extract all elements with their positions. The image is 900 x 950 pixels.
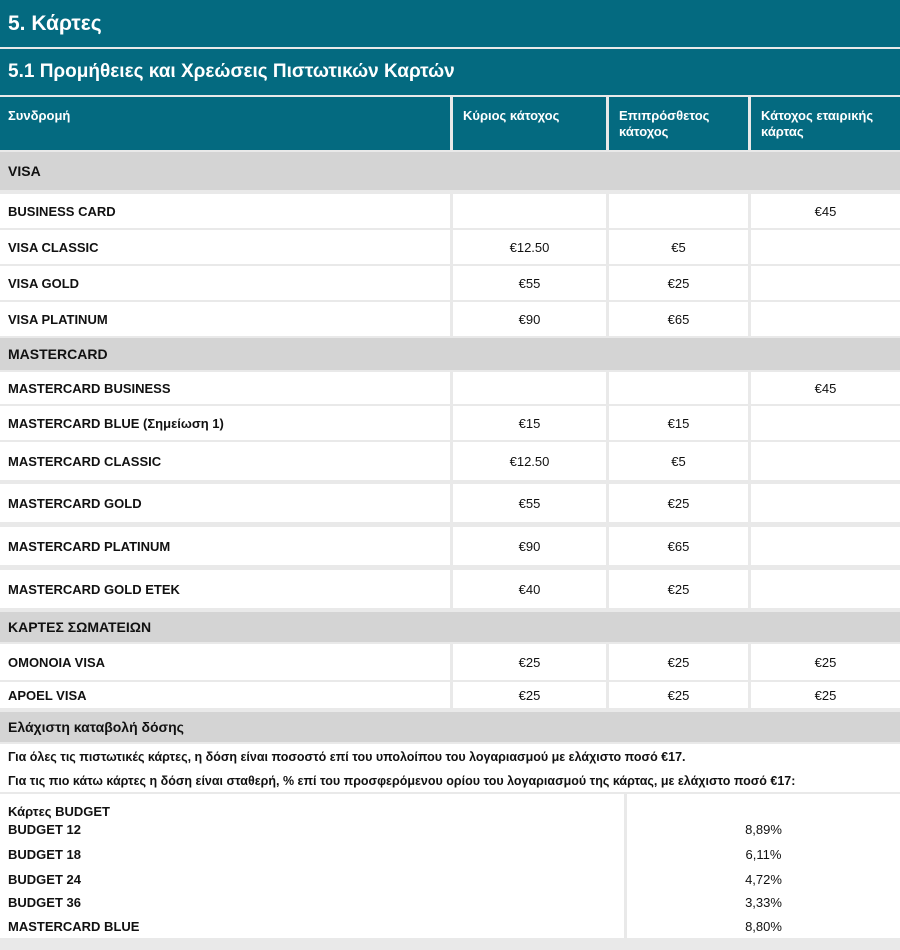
cell-label: VISA CLASSIC <box>0 230 450 264</box>
cell-label: OMONOIA VISA <box>0 644 450 680</box>
cell-additional-holder: €5 <box>609 230 748 264</box>
cell-corporate-holder <box>751 266 900 300</box>
cell-additional-holder <box>609 372 748 404</box>
budget-values-panel <box>627 794 900 938</box>
cell-corporate-holder <box>751 406 900 440</box>
budget-row-value: 4,72% <box>745 872 782 887</box>
cell-main-holder: €40 <box>453 570 606 608</box>
cell-additional-holder: €25 <box>609 682 748 708</box>
cell-additional-holder: €25 <box>609 266 748 300</box>
cell-label: VISA PLATINUM <box>0 302 450 336</box>
cell-additional-holder: €25 <box>609 570 748 608</box>
budget-heading: Κάρτες BUDGET <box>8 804 110 819</box>
cell-additional-holder: €65 <box>609 527 748 565</box>
header-main-holder: Κύριος κάτοχος <box>453 97 606 150</box>
group-band: MASTERCARD <box>0 338 900 370</box>
cell-label: MASTERCARD BUSINESS <box>0 372 450 404</box>
budget-row-value: 6,11% <box>745 847 782 862</box>
budget-row-value: 8,89% <box>745 822 782 837</box>
cell-corporate-holder <box>751 442 900 480</box>
cell-main-holder <box>453 194 606 228</box>
budget-row-value: 8,80% <box>745 919 782 934</box>
cell-corporate-holder: €25 <box>751 682 900 708</box>
cell-corporate-holder: €25 <box>751 644 900 680</box>
cell-main-holder: €25 <box>453 682 606 708</box>
cell-label: BUSINESS CARD <box>0 194 450 228</box>
group-band: VISA <box>0 152 900 190</box>
budget-row-name: BUDGET 24 <box>8 872 81 887</box>
cell-corporate-holder <box>751 484 900 522</box>
cell-additional-holder: €25 <box>609 644 748 680</box>
cell-main-holder: €55 <box>453 266 606 300</box>
cell-corporate-holder <box>751 570 900 608</box>
cell-corporate-holder: €45 <box>751 372 900 404</box>
cell-label: MASTERCARD GOLD <box>0 484 450 522</box>
budget-row-value: 3,33% <box>745 895 782 910</box>
cell-additional-holder: €25 <box>609 484 748 522</box>
cell-label: MASTERCARD GOLD ETEK <box>0 570 450 608</box>
cell-additional-holder: €5 <box>609 442 748 480</box>
budget-row-name: BUDGET 12 <box>8 822 81 837</box>
cell-main-holder: €12.50 <box>453 442 606 480</box>
cell-corporate-holder <box>751 527 900 565</box>
cell-label: APOEL VISA <box>0 682 450 708</box>
cell-main-holder: €90 <box>453 302 606 336</box>
cell-main-holder: €55 <box>453 484 606 522</box>
cell-corporate-holder <box>751 302 900 336</box>
cell-label: MASTERCARD CLASSIC <box>0 442 450 480</box>
header-additional-holder: Επιπρόσθετος κάτοχος <box>609 97 748 150</box>
budget-row-name: BUDGET 18 <box>8 847 81 862</box>
cell-main-holder: €25 <box>453 644 606 680</box>
cell-additional-holder: €15 <box>609 406 748 440</box>
section-title: 5. Κάρτες <box>0 0 900 47</box>
cell-label: MASTERCARD BLUE (Σημείωση 1) <box>0 406 450 440</box>
cell-main-holder: €90 <box>453 527 606 565</box>
budget-row-name: MASTERCARD BLUE <box>8 919 140 934</box>
min-payment-band: Ελάχιστη καταβολή δόσης <box>0 712 900 742</box>
min-payment-note-2: Για τις πιο κάτω κάρτες η δόση είναι σταθερή, % επί του προσφερόμενου ορίου του λογαριασμού της κάρτας, με ελάχιστο ποσό €17: <box>0 770 900 792</box>
cell-additional-holder: €65 <box>609 302 748 336</box>
cell-main-holder <box>453 372 606 404</box>
min-payment-note-1: Για όλες τις πιστωτικές κάρτες, η δόση είναι ποσοστό επί του υπολοίπου του λογαριασμού με ελάχιστο ποσό €17. <box>0 744 900 770</box>
cell-main-holder: €12.50 <box>453 230 606 264</box>
cell-label: MASTERCARD PLATINUM <box>0 527 450 565</box>
cell-label: VISA GOLD <box>0 266 450 300</box>
subsection-title: 5.1 Προμήθειες και Χρεώσεις Πιστωτικών Καρτών <box>0 49 900 95</box>
cell-corporate-holder: €45 <box>751 194 900 228</box>
cell-main-holder: €15 <box>453 406 606 440</box>
header-subscription: Συνδρομή <box>0 97 450 150</box>
group-band: ΚΑΡΤΕΣ ΣΩΜΑΤΕΙΩΝ <box>0 612 900 642</box>
budget-row-name: BUDGET 36 <box>8 895 81 910</box>
header-corporate-holder: Κάτοχος εταιρικής κάρτας <box>751 97 900 150</box>
cell-corporate-holder <box>751 230 900 264</box>
cell-additional-holder <box>609 194 748 228</box>
